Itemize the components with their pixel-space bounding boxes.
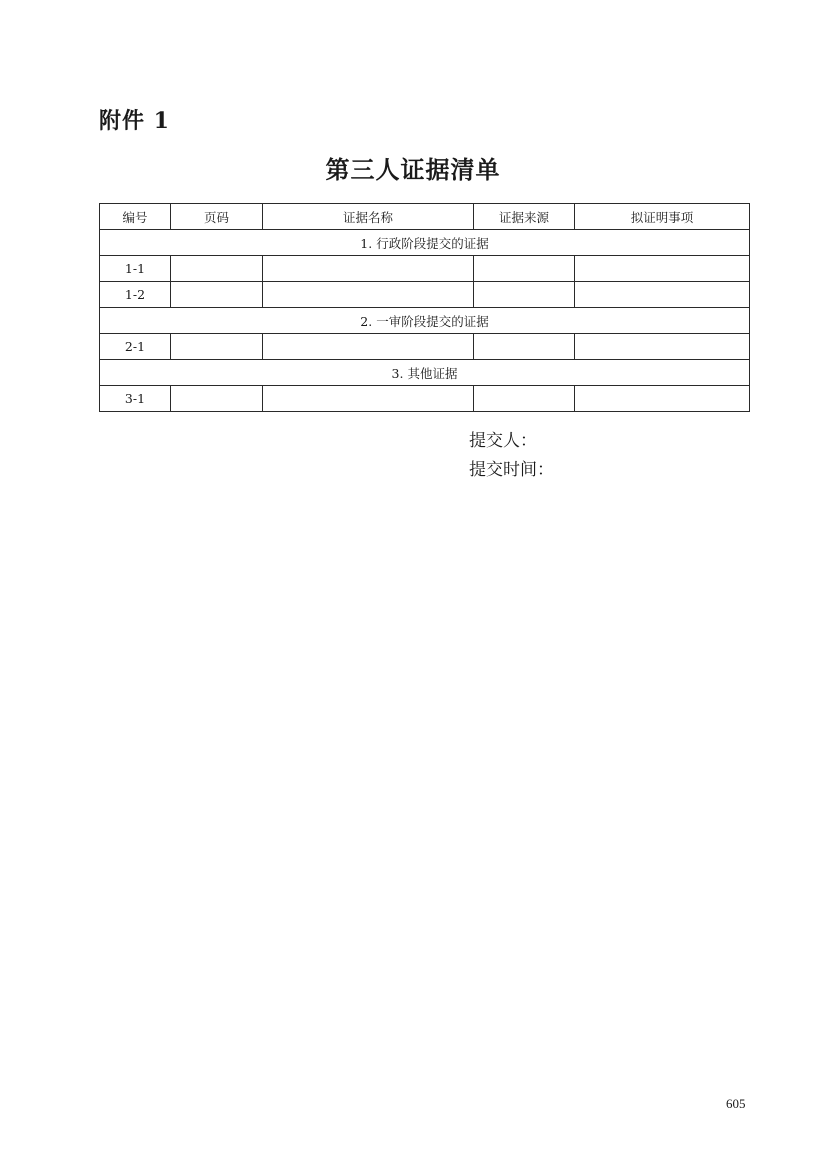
section-row <box>100 308 750 334</box>
row-name <box>263 256 474 282</box>
table-row <box>100 282 750 308</box>
row-id: 3-1 <box>100 386 171 412</box>
page-title: 第三人证据清单 <box>325 155 501 184</box>
table-row <box>100 334 750 360</box>
table-row <box>100 386 750 412</box>
row-source <box>474 386 575 412</box>
section-heading: 1. 行政阶段提交的证据 <box>100 230 750 256</box>
row-page <box>171 386 263 412</box>
section-heading: 3. 其他证据 <box>100 360 750 386</box>
header-source: 证据来源 <box>474 204 575 230</box>
row-id: 2-1 <box>100 334 171 360</box>
header-id: 编号 <box>100 204 171 230</box>
table-row <box>100 256 750 282</box>
row-name <box>263 386 474 412</box>
row-purpose <box>575 256 750 282</box>
row-id: 1-1 <box>100 256 171 282</box>
attachment-label: 附件 1 <box>99 108 170 134</box>
row-source <box>474 334 575 360</box>
table-header-row <box>100 204 750 230</box>
row-page <box>171 334 263 360</box>
row-purpose <box>575 282 750 308</box>
header-page: 页码 <box>171 204 263 230</box>
row-source <box>474 282 575 308</box>
page-number: 605 <box>726 1096 746 1111</box>
row-id: 1-2 <box>100 282 171 308</box>
row-name <box>263 334 474 360</box>
row-source <box>474 256 575 282</box>
section-heading: 2. 一审阶段提交的证据 <box>100 308 750 334</box>
header-name: 证据名称 <box>263 204 474 230</box>
row-purpose <box>575 334 750 360</box>
evidence-table <box>99 203 750 412</box>
row-purpose <box>575 386 750 412</box>
row-page <box>171 256 263 282</box>
header-purpose: 拟证明事项 <box>575 204 750 230</box>
submit-time-label: 提交时间： <box>469 460 554 480</box>
row-page <box>171 282 263 308</box>
submitter-label: 提交人： <box>469 431 537 451</box>
section-row <box>100 360 750 386</box>
section-row <box>100 230 750 256</box>
row-name <box>263 282 474 308</box>
